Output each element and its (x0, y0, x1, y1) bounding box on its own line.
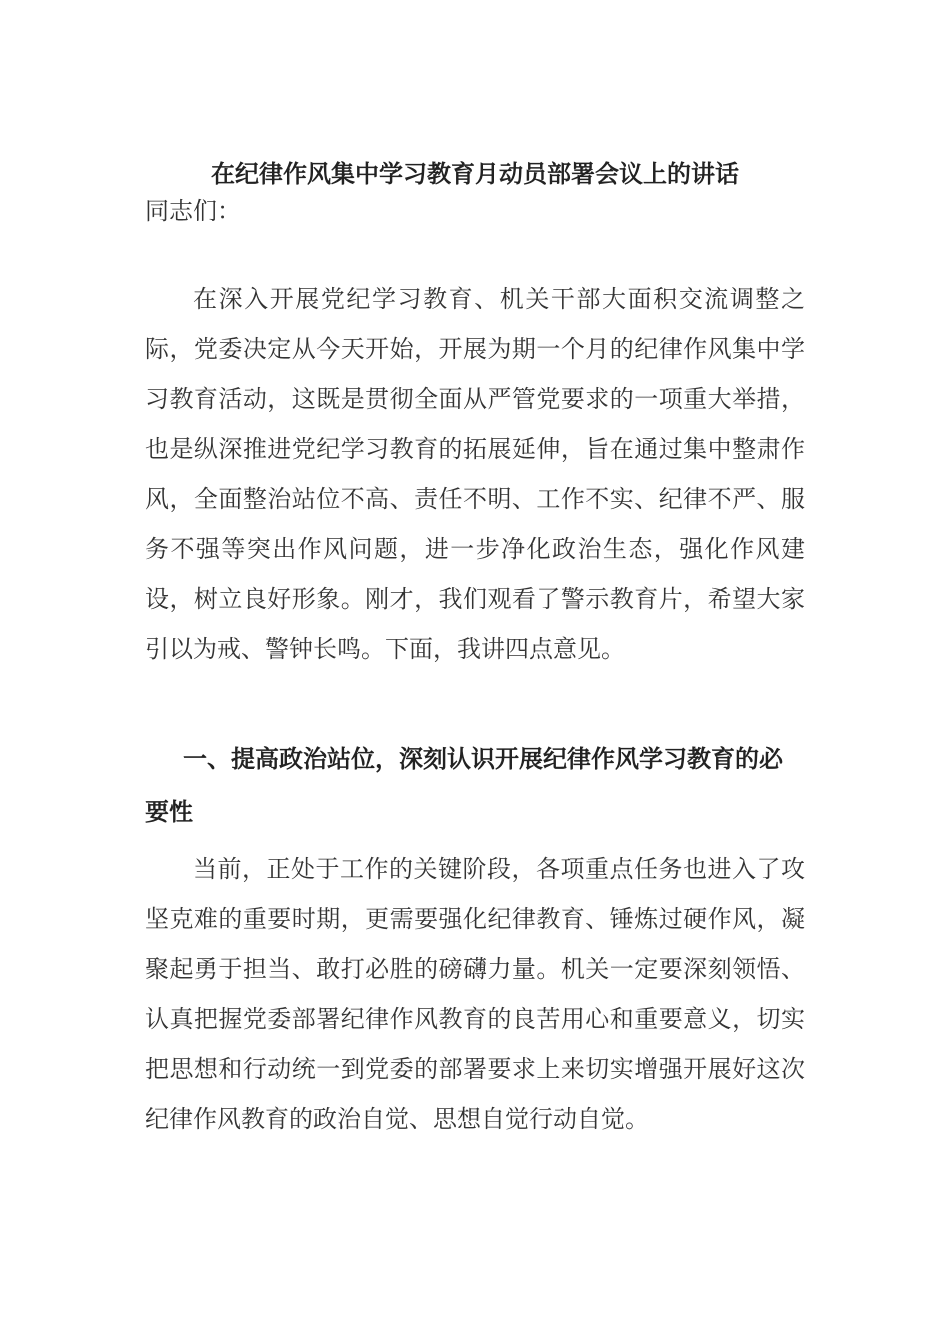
document-title: 在纪律作风集中学习教育月动员部署会议上的讲话 (211, 160, 739, 188)
paragraph-intro: 在深入开展党纪学习教育、机关干部大面积交流调整之际，党委决定从今天开始，开展为期一个月的纪律作风集中学习教育活动，这既是贯彻全面从严管党要求的一项重大举措，也是纵深推进党纪学习教育的拓展延伸，旨在通过集中整肃作风，全面整治站位不高、责任不明、工作不实、纪律不严、服务不强等突出作风问题，进一步净化政治生态，强化作风建设，树立良好形象。刚才，我们观看了警示教育片，希望大家引以为戒、警钟长鸣。下面，我讲四点意见。 (145, 285, 805, 663)
section-heading-1: 一、提高政治站位，深刻认识开展纪律作风学习教育的必要性 (145, 745, 783, 826)
paragraph-section-1: 当前，正处于工作的关键阶段，各项重点任务也进入了攻坚克难的重要时期，更需要强化纪律教育、锤炼过硬作风，凝聚起勇于担当、敢打必胜的磅礴力量。机关一定要深刻领悟、认真把握党委部署纪律作风教育的良苦用心和重要意义，切实把思想和行动统一到党委的部署要求上来切实增强开展好这次纪律作风教育的政治自觉、思想自觉行动自觉。 (145, 855, 805, 1133)
salutation: 同志们： (145, 197, 241, 225)
